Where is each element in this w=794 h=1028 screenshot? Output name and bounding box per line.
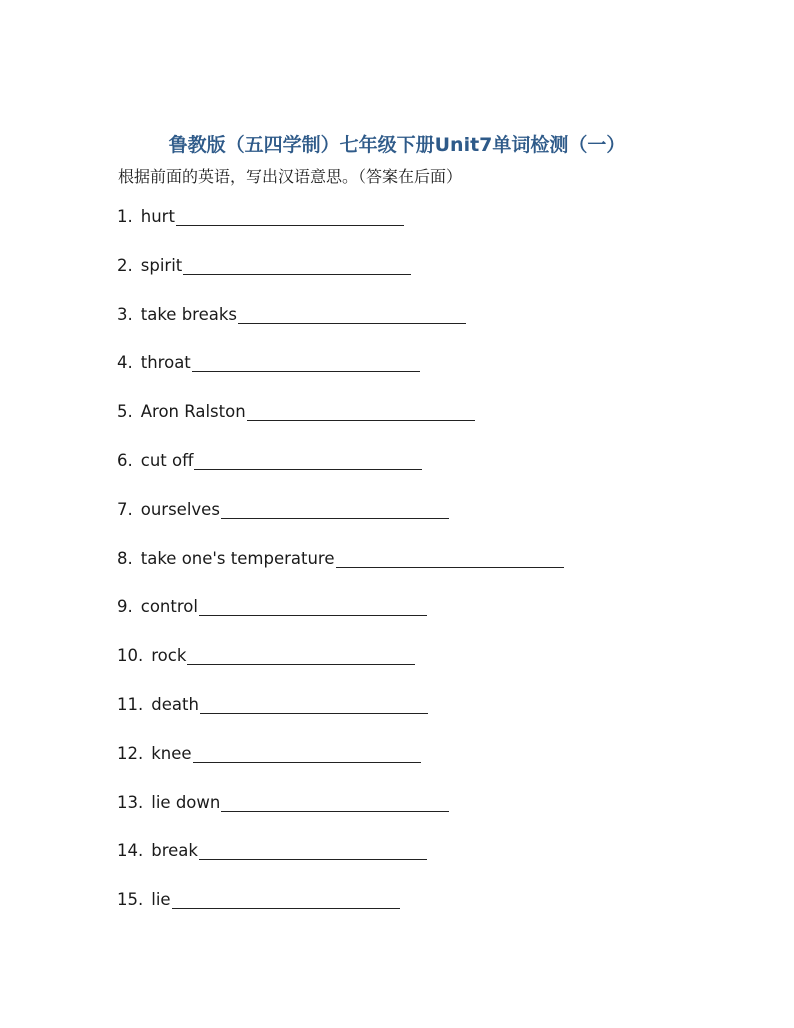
answer-blank[interactable] [221, 500, 449, 519]
item-number: 1. [117, 207, 133, 226]
vocabulary-item [117, 207, 564, 256]
item-word: throat [140, 353, 191, 373]
item-number: 9. [117, 597, 133, 617]
item-number: 2. [117, 255, 133, 275]
answer-blank[interactable] [183, 256, 411, 275]
vocabulary-list [117, 207, 564, 939]
item-word: ourselves [140, 499, 220, 519]
item-word: control [140, 597, 198, 617]
vocabulary-item [117, 353, 564, 402]
vocabulary-item [117, 841, 564, 890]
answer-blank[interactable] [193, 744, 421, 763]
answer-blank[interactable] [221, 793, 449, 812]
answer-blank[interactable] [199, 841, 427, 860]
item-word: cut off [140, 450, 194, 470]
item-word: knee [151, 743, 192, 763]
item-word: lie [151, 890, 171, 910]
item-number: 11. [117, 694, 144, 714]
vocabulary-item [117, 890, 564, 939]
item-word: take breaks [140, 304, 238, 324]
answer-blank[interactable] [200, 695, 428, 714]
answer-blank[interactable] [247, 402, 475, 421]
instruction-text: 根据前面的英语，写出汉语意思。（答案在后面） [118, 167, 463, 186]
item-word: rock [151, 646, 187, 666]
item-number: 15. [117, 890, 144, 910]
item-word: spirit [140, 255, 183, 275]
item-word: Aron Ralston [140, 402, 246, 422]
item-word: hurt [140, 207, 175, 226]
answer-blank[interactable] [238, 305, 466, 324]
item-word: death [151, 694, 199, 714]
vocabulary-item [117, 451, 564, 500]
answer-blank[interactable] [187, 646, 415, 665]
answer-blank[interactable] [172, 890, 400, 909]
worksheet-title: 鲁教版（五四学制）七年级下册Unit7单词检测（一） [168, 134, 626, 156]
vocabulary-item [117, 256, 564, 305]
answer-blank[interactable] [194, 451, 422, 470]
item-number: 14. [117, 841, 144, 861]
item-number: 7. [117, 499, 133, 519]
vocabulary-item [117, 793, 564, 842]
item-word: break [151, 841, 198, 861]
item-number: 4. [117, 353, 133, 373]
item-number: 3. [117, 304, 133, 324]
vocabulary-item [117, 646, 564, 695]
item-number: 5. [117, 402, 133, 422]
vocabulary-item [117, 305, 564, 354]
item-word: take one's temperature [140, 548, 335, 568]
answer-blank[interactable] [192, 353, 420, 372]
vocabulary-item [117, 500, 564, 549]
answer-blank[interactable] [336, 549, 564, 568]
vocabulary-item [117, 549, 564, 598]
answer-blank[interactable] [199, 597, 427, 616]
vocabulary-item [117, 744, 564, 793]
vocabulary-item [117, 597, 564, 646]
vocabulary-item [117, 402, 564, 451]
item-number: 8. [117, 548, 133, 568]
item-number: 13. [117, 792, 144, 812]
vocabulary-item [117, 695, 564, 744]
answer-blank[interactable] [176, 207, 404, 226]
item-word: lie down [151, 792, 221, 812]
item-number: 12. [117, 743, 144, 763]
item-number: 10. [117, 646, 144, 666]
item-number: 6. [117, 450, 133, 470]
